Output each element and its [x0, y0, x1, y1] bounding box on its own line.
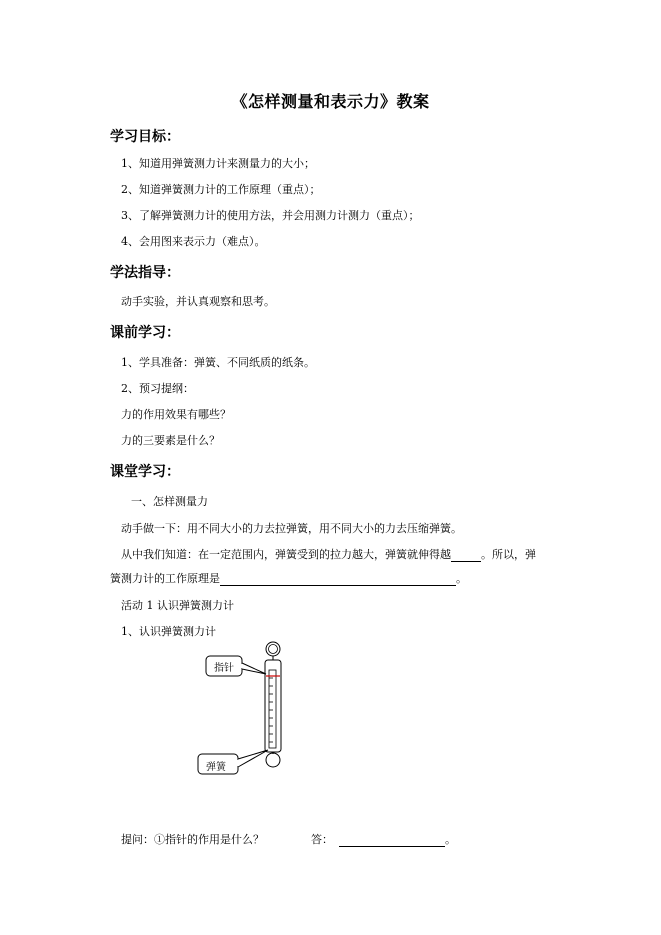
- answer-label: 答：: [311, 833, 333, 846]
- fill-blank-1[interactable]: [451, 550, 481, 562]
- activity-1-title: 活动 1 认识弹簧测力计: [121, 599, 234, 612]
- goal-item-4: 4、会用图来表示力（难点）。: [121, 235, 266, 248]
- paragraph-principle: [110, 570, 467, 586]
- pre-question-1: 力的作用效果有哪些？: [121, 408, 231, 421]
- question-text: 提问：①指针的作用是什么？: [121, 833, 264, 846]
- conclusion-text-a: 从中我们知道：在一定范围内，弹簧受到的拉力越大，弹簧就伸得越: [121, 548, 451, 561]
- pre-question-2: 力的三要素是什么？: [121, 434, 220, 447]
- pre-item-2: 2、预习提纲：: [121, 382, 194, 395]
- method-text: 动手实验，并认真观察和思考。: [121, 295, 275, 308]
- answer-blank[interactable]: [339, 835, 445, 847]
- fill-blank-2[interactable]: [220, 574, 456, 586]
- question-pointer-role: [121, 831, 264, 847]
- conclusion-text-b: 。所以，弹: [481, 548, 536, 561]
- goal-item-2: 2、知道弹簧测力计的工作原理（重点）；: [121, 183, 321, 196]
- paragraph-hands-on: 动手做一下：用不同大小的力去拉弹簧，用不同大小的力去压缩弹簧。: [121, 522, 462, 535]
- heading-learning-goals: 学习目标：: [110, 129, 180, 145]
- goal-item-1: 1、知道用弹簧测力计来测量力的大小；: [121, 157, 315, 170]
- activity-1-item-1: 1、认识弹簧测力计: [121, 625, 216, 638]
- principle-text-b: 。: [456, 572, 467, 585]
- paragraph-conclusion: [121, 546, 536, 562]
- spring-label: 弹簧: [206, 762, 226, 773]
- document-title: 《怎样测量和表示力》教案: [231, 92, 430, 111]
- goal-item-3: 3、了解弹簧测力计的使用方法，并会用测力计测力（重点）；: [121, 209, 420, 222]
- spring-scale-diagram: [196, 640, 306, 790]
- pointer-label: 指针: [214, 663, 234, 674]
- subheading-measure-force: 一、怎样测量力: [131, 495, 208, 508]
- answer-line: [311, 831, 456, 847]
- answer-end: 。: [445, 833, 456, 846]
- heading-in-class: 课堂学习：: [110, 464, 180, 480]
- heading-study-method: 学法指导：: [110, 265, 180, 281]
- pre-item-1: 1、学具准备：弹簧、不同纸质的纸条。: [121, 356, 315, 369]
- heading-pre-class: 课前学习：: [110, 325, 180, 341]
- principle-text-a: 簧测力计的工作原理是: [110, 572, 220, 585]
